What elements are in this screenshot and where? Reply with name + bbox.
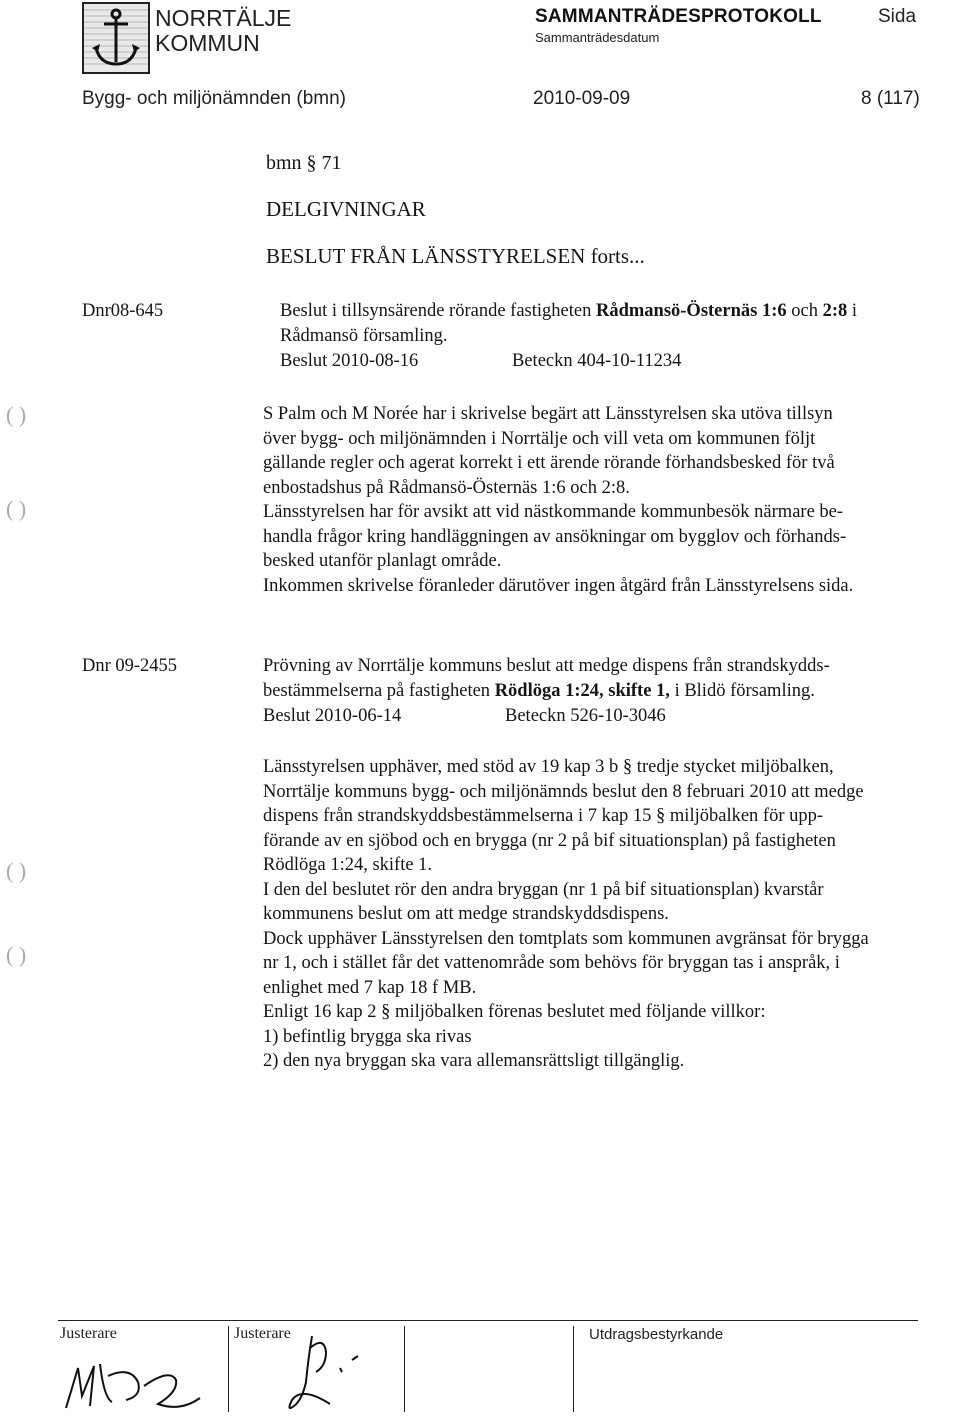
case1-body-line: S Palm och M Norée har i skrivelse begärt att Länsstyrelsen ska utöva tillsyn xyxy=(263,404,833,424)
case2-dnr: Dnr 09-2455 xyxy=(82,656,178,676)
handwritten-signature-2 xyxy=(268,1330,378,1418)
case1-property2: 2:8 xyxy=(822,301,848,321)
binder-hole-mark: ( ) xyxy=(6,496,27,521)
case2-body-line: förande av en sjöbod och en brygga (nr 2 på bif situationsplan) på fastigheten xyxy=(263,830,836,851)
case2-body-line: I den del beslutet rör den andra bryggan (nr 1 på bif situationsplan) kvarstår xyxy=(263,879,824,900)
case1-body-line: Inkommen skrivelse föranleder därutöver ingen åtgärd från Länsstyrelsens sida. xyxy=(263,575,854,596)
handwritten-signature-1 xyxy=(60,1346,220,1418)
case2-beteckn: Beteckn 526-10-3046 xyxy=(505,706,666,726)
case2-body-line: kommunens beslut om att medge strandskyddsdispens. xyxy=(263,904,669,924)
paragraph-reference: bmn § 71 xyxy=(266,152,342,174)
municipality-name xyxy=(155,6,291,56)
case1-beslut-date: Beslut 2010-08-16 xyxy=(280,351,419,371)
case1-body-line: över bygg- och miljönämnden i Norrtälje och vill veta om kommunen följt xyxy=(263,428,816,449)
signature-label-utdragsbestyrkande: Utdragsbestyrkande xyxy=(589,1326,724,1343)
footer-divider xyxy=(573,1326,574,1412)
protocol-title: SAMMANTRÄDESPROTOKOLL xyxy=(535,6,822,27)
case2-body-line: Norrtälje kommuns bygg- och miljönämnds beslut den 8 februari 2010 att medge xyxy=(263,781,864,802)
case1-body-line: gällande regler och agerat korrekt i ett ärende rörande förhandsbesked för två xyxy=(263,453,835,473)
case2-heading-line1: Prövning av Norrtälje kommuns beslut att medge dispens från strandskydds- xyxy=(263,656,830,676)
meeting-date: 2010-09-09 xyxy=(533,88,631,109)
case2-body-line: 1) befintlig brygga ska rivas xyxy=(263,1026,472,1047)
case1-heading-line2: Rådmansö församling. xyxy=(280,326,448,346)
case2-body-line: Dock upphäver Länsstyrelsen den tomtplats som kommunen avgränsat för brygga xyxy=(263,928,869,949)
case2-body-line: dispens från strandskyddsbestämmelserna i 7 kap 15 § miljöbalken för upp- xyxy=(263,806,824,826)
case1-heading-tail: i xyxy=(847,301,858,321)
case2-heading-tail: i Blidö församling. xyxy=(669,681,815,701)
case1-body-line: besked utanför planlagt område. xyxy=(263,551,502,571)
case2-body-line: Länsstyrelsen upphäver, med stöd av 19 kap 3 b § tredje stycket miljöbalken, xyxy=(263,757,834,777)
footer-rule xyxy=(58,1320,918,1321)
case1-body-line: Länsstyrelsen har för avsikt att vid nästkommande kommunbesök närmare be- xyxy=(263,502,844,522)
case2-body xyxy=(263,755,869,1074)
municipality-name-line2: KOMMUN xyxy=(155,30,260,56)
case1-dnr: Dnr08-645 xyxy=(82,301,164,321)
signature-label-justerare-1: Justerare xyxy=(60,1325,117,1342)
section-subtitle: BESLUT FRÅN LÄNSSTYRELSEN forts... xyxy=(266,244,645,268)
footer-divider xyxy=(228,1326,229,1412)
case2-heading-text: bestämmelserna på fastigheten xyxy=(263,681,495,701)
page-number: 8 (117) xyxy=(861,88,920,109)
municipality-name-line1: NORRTÄLJE xyxy=(155,5,292,31)
binder-hole-mark: ( ) xyxy=(6,402,27,427)
case1-body xyxy=(263,402,853,598)
section-title: DELGIVNINGAR xyxy=(266,197,426,221)
case1-body-line: handla frågor kring handläggningen av ansökningar om bygglov och förhands- xyxy=(263,526,847,547)
case1-conj: och xyxy=(786,301,823,321)
case2-body-line: Rödlöga 1:24, skifte 1. xyxy=(263,855,433,875)
anchor-crest-icon xyxy=(84,4,148,72)
case2-beslut-date: Beslut 2010-06-14 xyxy=(263,706,402,726)
page-label: Sida xyxy=(878,6,917,27)
case2-body-line: enlighet med 7 kap 18 f MB. xyxy=(263,977,477,998)
case2-heading-line2 xyxy=(263,679,815,704)
case1-property: Rådmansö-Östernäs 1:6 xyxy=(595,301,787,321)
case1-heading-line1 xyxy=(280,299,857,324)
case2-body-line: nr 1, och i stället får det vattenområde som behövs för bryggan tas i anspråk, i xyxy=(263,953,840,973)
protocol-subtitle: Sammanträdesdatum xyxy=(535,30,660,45)
binder-hole-mark: ( ) xyxy=(6,942,27,967)
case1-beteckn: Beteckn 404-10-11234 xyxy=(512,351,682,371)
signature-label-justerare-2: Justerare xyxy=(234,1325,291,1342)
board-name: Bygg- och miljönämnden (bmn) xyxy=(82,88,347,109)
footer-divider xyxy=(404,1326,405,1412)
case2-property: Rödlöga 1:24, skifte 1, xyxy=(494,681,670,701)
case1-heading-text: Beslut i tillsynsärende rörande fastigheten xyxy=(280,301,596,321)
binder-hole-mark: ( ) xyxy=(6,858,27,883)
case2-body-line: Enligt 16 kap 2 § miljöbalken förenas beslutet med följande villkor: xyxy=(263,1002,766,1022)
case2-body-line: 2) den nya bryggan ska vara allemansrättsligt tillgänglig. xyxy=(263,1051,685,1071)
case1-body-line: enbostadshus på Rådmansö-Östernäs 1:6 och 2:8. xyxy=(263,477,630,498)
municipality-logo xyxy=(82,2,150,74)
